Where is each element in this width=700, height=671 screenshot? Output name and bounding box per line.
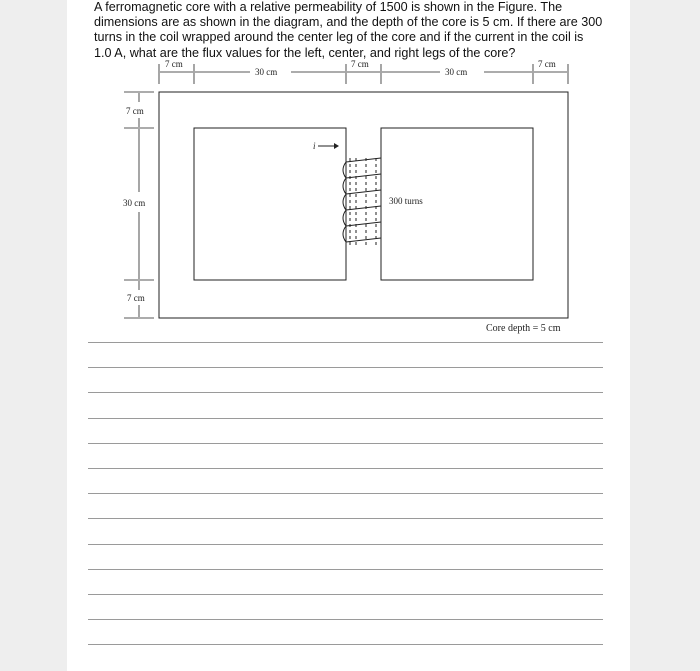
answer-line bbox=[88, 644, 603, 645]
core-depth-label: Core depth = 5 cm bbox=[486, 323, 561, 334]
top-left-span: 30 cm bbox=[255, 67, 278, 77]
answer-line bbox=[88, 544, 603, 545]
current-label: i bbox=[313, 141, 316, 151]
side-middle-dim: 30 cm bbox=[123, 198, 146, 208]
coil bbox=[343, 158, 381, 246]
side-bottom-dim: 7 cm bbox=[127, 293, 145, 303]
answer-line bbox=[88, 594, 603, 595]
answer-line bbox=[88, 443, 603, 444]
current-arrowhead bbox=[334, 143, 339, 149]
answer-line bbox=[88, 367, 603, 368]
coil-label: 300 turns bbox=[389, 196, 423, 206]
answer-line bbox=[88, 468, 603, 469]
answer-line bbox=[88, 392, 603, 393]
top-center-dim: 7 cm bbox=[351, 59, 369, 69]
answer-line bbox=[88, 619, 603, 620]
side-top-dim: 7 cm bbox=[126, 106, 144, 116]
answer-line bbox=[88, 342, 603, 343]
answer-line bbox=[88, 493, 603, 494]
core-outer-outline bbox=[159, 92, 568, 318]
answer-line bbox=[88, 569, 603, 570]
top-right-span: 30 cm bbox=[445, 67, 468, 77]
answer-line bbox=[88, 518, 603, 519]
top-right-dim: 7 cm bbox=[538, 59, 556, 69]
question-text: A ferromagnetic core with a relative permeability of 1500 is shown in the Figure. The dimensions are as shown in the diagram, and the depth of the core is 5 cm. If there are 300 turns in the coil wrapped around the center leg of the core and if the current in the coil is 1.0 A, what are the flux values for the left, center, and right legs of the core? bbox=[94, 0, 603, 60]
answer-line bbox=[88, 418, 603, 419]
core-left-window bbox=[194, 128, 346, 280]
top-left-dim: 7 cm bbox=[165, 59, 183, 69]
